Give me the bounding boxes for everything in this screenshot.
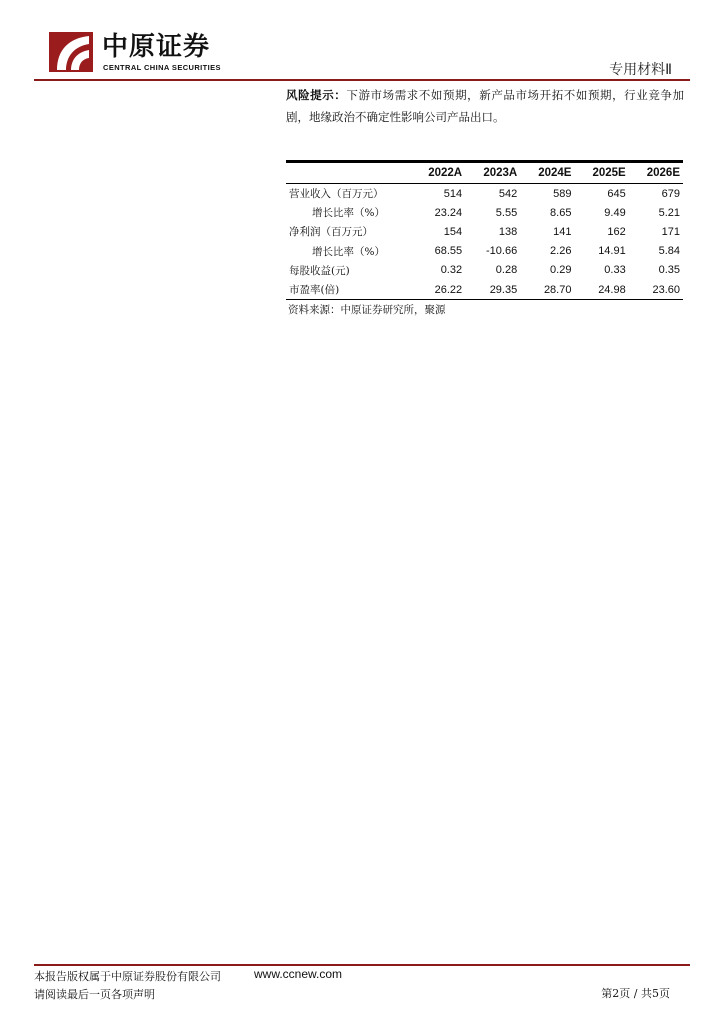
footer-copyright: 本报告版权属于中原证券股份有限公司	[34, 970, 221, 983]
row-label: 每股收益(元)	[289, 264, 350, 277]
header-divider	[34, 79, 690, 81]
table-cell: 29.35	[489, 283, 518, 296]
logo-english-name: CENTRAL CHINA SECURITIES	[103, 63, 221, 72]
table-cell: 0.33	[604, 264, 626, 277]
page-number: 第2页 / 共5页	[601, 987, 670, 1000]
table-cell: 8.65	[550, 206, 572, 219]
table-cell: 14.91	[598, 245, 626, 258]
table-cell: 138	[498, 225, 518, 238]
footer-website-link[interactable]: www.ccnew.com	[254, 967, 343, 981]
table-header-cell	[286, 162, 410, 184]
table-row	[286, 261, 683, 280]
table-cell: -10.66	[486, 245, 518, 258]
table-cell: 679	[661, 187, 680, 200]
table-cell: 28.70	[543, 283, 572, 296]
table-cell: 2.26	[550, 245, 572, 258]
table-cell: 162	[607, 225, 626, 238]
table-row	[286, 280, 683, 300]
risk-warning	[286, 84, 684, 128]
financial-forecast-table	[286, 160, 683, 300]
table-cell: 5.21	[658, 206, 680, 219]
table-header-cell: 2023A	[483, 167, 518, 179]
row-label: 增长比率（%）	[312, 207, 385, 220]
table-header-cell: 2024E	[538, 167, 572, 179]
table-cell: 0.28	[495, 264, 518, 277]
footer-disclaimer: 请阅读最后一页各项声明	[34, 988, 155, 1001]
risk-label: 风险提示：	[286, 88, 347, 102]
table-header-row	[286, 162, 683, 184]
table-cell: 154	[443, 225, 463, 238]
table-header-cell: 2022A	[428, 167, 463, 179]
table-cell: 0.35	[658, 264, 680, 277]
table-cell: 23.60	[652, 283, 680, 296]
table-cell: 0.32	[440, 264, 463, 277]
logo-chinese-name: 中原证券	[102, 32, 211, 62]
table-cell: 645	[607, 187, 626, 200]
table-cell: 68.55	[434, 245, 463, 258]
row-label: 净利润（百万元）	[289, 226, 373, 239]
table-cell: 171	[661, 225, 680, 238]
table-cell: 589	[553, 187, 572, 200]
section-title: 专用材料Ⅱ	[609, 62, 672, 78]
table-row	[286, 222, 683, 241]
table-cell: 542	[498, 187, 518, 200]
table-row	[286, 203, 683, 222]
table-header-cell: 2026E	[646, 167, 680, 179]
row-label: 增长比率（%）	[312, 245, 385, 258]
table-cell: 0.29	[550, 264, 572, 277]
table-cell: 5.84	[658, 245, 680, 258]
table-source: 资料来源：中原证券研究所，聚源	[288, 304, 446, 316]
table-header-cell: 2025E	[592, 167, 626, 179]
risk-text: 下游市场需求不如预期，新产品市场开拓不如预期，行业竞争加剧，地缘政治不确定性影响公司产品出口。	[286, 88, 684, 124]
table-cell: 514	[443, 187, 463, 200]
table-cell: 23.24	[434, 206, 463, 219]
footer-divider	[34, 964, 690, 966]
table-cell: 24.98	[598, 283, 626, 296]
table-row	[286, 242, 683, 261]
row-label: 市盈率(倍)	[289, 284, 340, 297]
table-cell: 26.22	[434, 283, 463, 296]
company-logo-icon	[49, 32, 93, 72]
table-cell: 5.55	[495, 206, 518, 219]
table-cell: 141	[553, 225, 572, 238]
row-label: 营业收入（百万元）	[289, 188, 384, 201]
table-cell: 9.49	[604, 206, 626, 219]
table-row	[286, 184, 683, 204]
